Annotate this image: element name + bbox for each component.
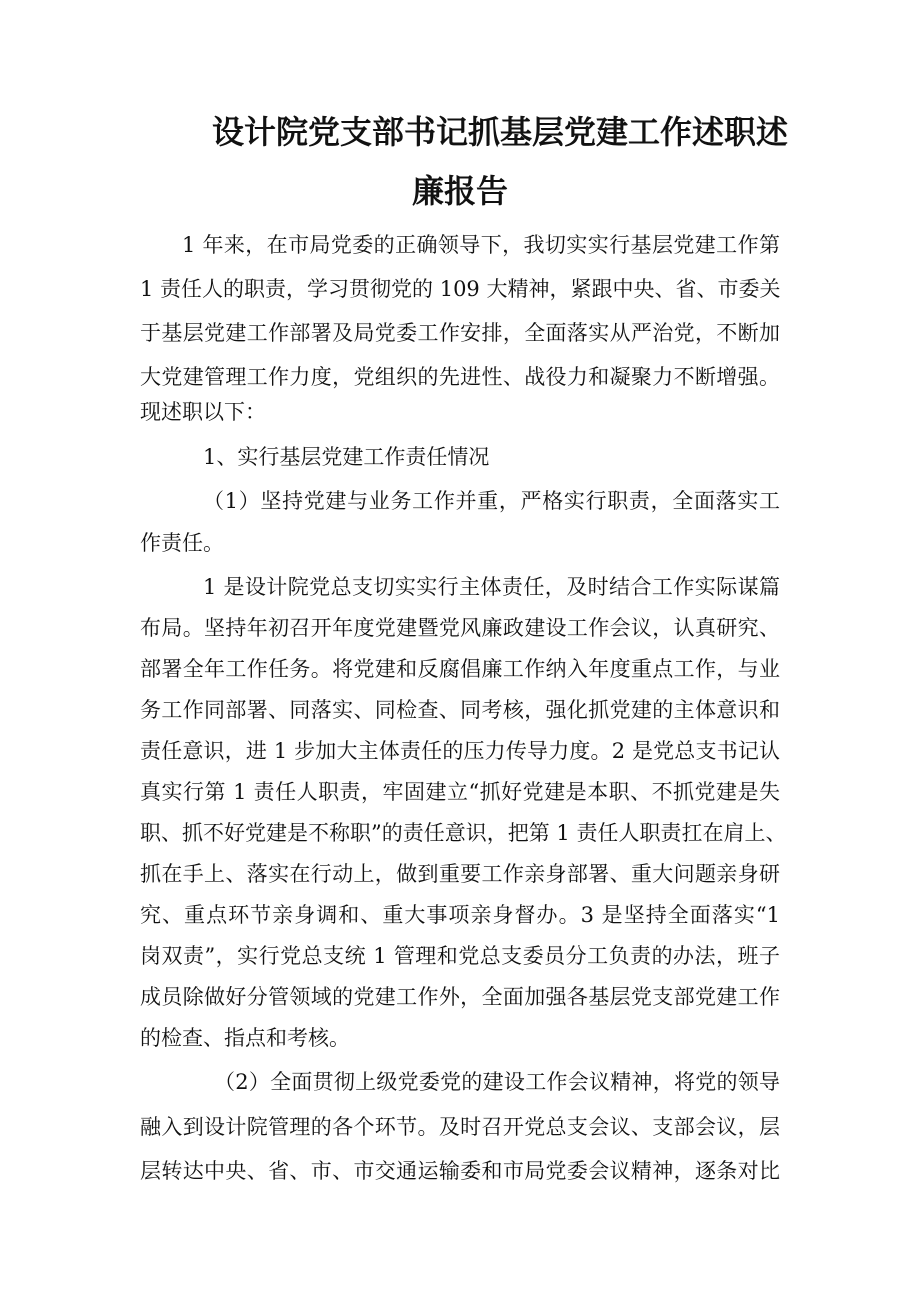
paragraph-line: 1 年来，在市局党委的正确领导下，我切实实行基层党建工作第 <box>182 233 780 257</box>
paragraph-line: 务工作同部署、同落实、同检查、同考核，强化抓党建的主体意识和 <box>140 698 780 722</box>
paragraph-line: 岗双责”，实行党总支统 1 管理和党总支委员分工负责的办法，班子 <box>140 944 780 968</box>
paragraph-line: 大党建管理工作力度，党组织的先进性、战役力和凝聚力不断增强。 <box>140 365 780 389</box>
paragraph-line: 部署全年工作任务。将党建和反腐倡廉工作纳入年度重点工作，与业 <box>140 657 780 681</box>
section-heading: 1、实行基层党建工作责任情况 <box>203 445 490 469</box>
paragraph-line: 布局。坚持年初召开年度党建暨党风廉政建设工作会议，认真研究、 <box>140 616 780 640</box>
paragraph-line: 职、抓不好党建是不称职”的责任意识，把第 1 责任人职责扛在肩上、 <box>140 821 787 845</box>
paragraph-line: 现述职以下： <box>140 400 266 424</box>
paragraph-line: 融入到设计院管理的各个环节。及时召开党总支会议、支部会议，层 <box>140 1115 780 1139</box>
paragraph-line: 责任意识，进 1 步加大主体责任的压力传导力度。2 是党总支书记认 <box>140 739 780 763</box>
paragraph-line: 层转达中央、省、市、市交通运输委和市局党委会议精神，逐条对比 <box>140 1159 780 1183</box>
document-title-line-2: 廉报告 <box>411 172 508 210</box>
paragraph-line: 作责任。 <box>140 531 224 555</box>
paragraph-line: （2）全面贯彻上级党委党的建设工作会议精神，将党的领导 <box>214 1070 780 1094</box>
paragraph-line: 1 是设计院党总支切实实行主体责任，及时结合工作实际谋篇 <box>203 575 780 599</box>
paragraph-line: （1）坚持党建与业务工作并重，严格实行职责，全面落实工 <box>203 489 780 513</box>
paragraph-line: 1 责任人的职责，学习贯彻党的 109 大精神，紧跟中央、省、市委关 <box>140 277 781 301</box>
paragraph-line: 的检查、指点和考核。 <box>140 1026 350 1050</box>
document-title-line-1: 设计院党支部书记抓基层党建工作述职述 <box>212 113 789 151</box>
paragraph-line: 究、重点环节亲身调和、重大事项亲身督办。3 是坚持全面落实“1 <box>140 903 780 927</box>
paragraph-line: 于基层党建工作部署及局党委工作安排，全面落实从严治党，不断加 <box>140 321 780 345</box>
paragraph-line: 真实行第 1 责任人职责，牢固建立“抓好党建是本职、不抓党建是失 <box>140 780 780 804</box>
paragraph-line: 抓在手上、落实在行动上，做到重要工作亲身部署、重大问题亲身研 <box>140 862 780 886</box>
paragraph-line: 成员除做好分管领域的党建工作外，全面加强各基层党支部党建工作 <box>140 985 780 1009</box>
